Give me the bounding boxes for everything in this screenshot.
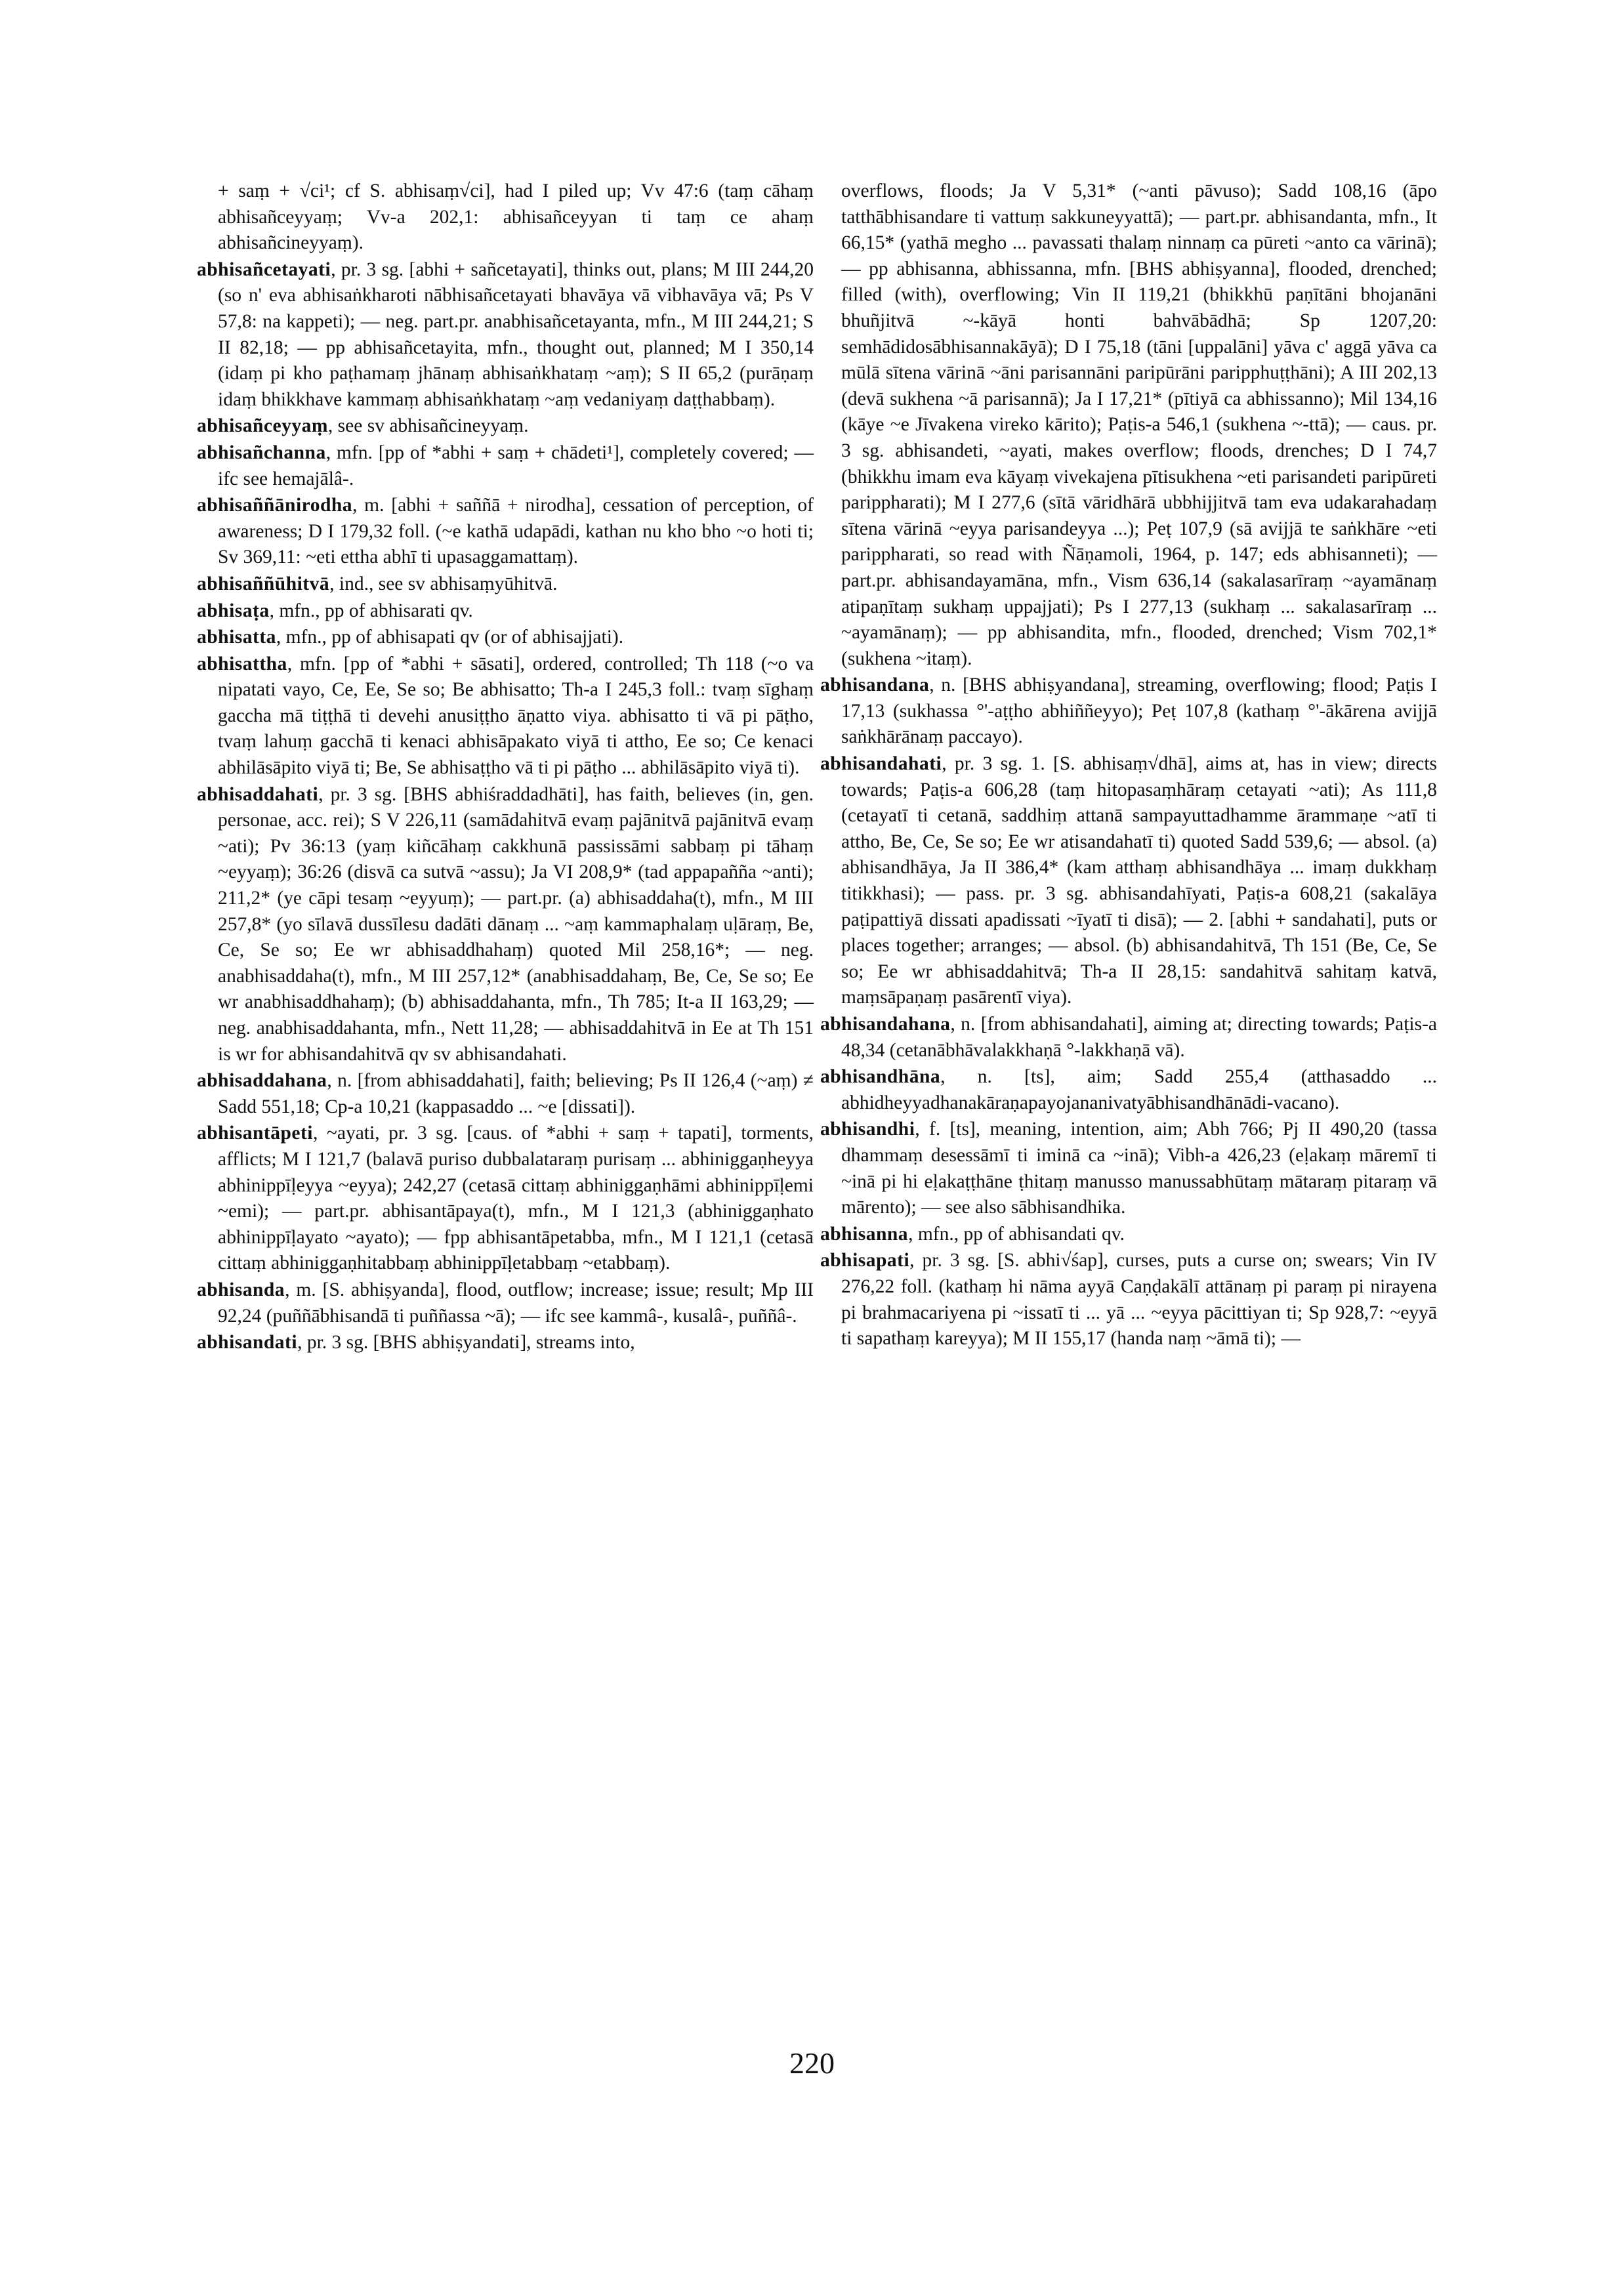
entry-text: , ~ayati, pr. 3 sg. [caus. of *abhi + saṃ + tapati], torments, afflicts; M I 121,7 (balavā puriso dubbalataraṃ purisaṃ ... abhiniggaṇheyya abhinippīḷeyya ~eyya); 242,27 (cetasā cittaṃ abhiniggaṇhāmi abhinippīḷemi ~emi); — part.pr. abhisantāpaya(t), mfn., M I 121,3 (abhiniggaṇhato abhinippīḷayato ~ayato); — fpp abhisantāpetabba, mfn., M I 121,1 (cetasā cittaṃ abhiniggaṇhitabbaṃ abhinippīḷetabbaṃ ~etabbaṃ). bbox=[218, 1123, 814, 1274]
left-column bbox=[197, 178, 814, 1357]
headword: abhisaddahana bbox=[197, 1070, 327, 1092]
entry-text: , m. [S. abhiṣyanda], flood, outflow; increase; issue; result; Mp III 92,24 (puññābhisandā ti puññassa ~ā); — ifc see kammâ-, kusalâ-, puññâ-. bbox=[218, 1279, 814, 1327]
entry bbox=[197, 257, 814, 413]
entry bbox=[197, 440, 814, 492]
entry bbox=[820, 1248, 1437, 1352]
entry bbox=[197, 782, 814, 1068]
entry-text: , n. [from abhisaddahati], faith; believing; Ps II 126,4 (~aṃ) ≠ Sadd 551,18; Cp-a 10,21 (kappasaddo ... ~e [dissati]). bbox=[218, 1070, 814, 1117]
headword: abhisaññūhitvā bbox=[197, 573, 330, 594]
headword: abhisaññānirodha bbox=[197, 495, 353, 516]
headword: abhisapati bbox=[820, 1250, 910, 1272]
entry bbox=[820, 1064, 1437, 1116]
headword: abhisatta bbox=[197, 627, 276, 648]
entry-text: , mfn., pp of abhisapati qv (or of abhisajjati). bbox=[276, 627, 624, 648]
entry bbox=[197, 1121, 814, 1277]
entry-text: , mfn., pp of abhisarati qv. bbox=[269, 600, 473, 621]
entry-text: , n. [from abhisandahati], aiming at; directing towards; Paṭis-a 48,34 (cetanābhāvalakkhaṇā °-lakkhaṇā vā). bbox=[841, 1014, 1437, 1061]
entry-text: , see sv abhisañcineyyaṃ. bbox=[327, 415, 529, 437]
entry bbox=[197, 178, 814, 257]
entry-text: , pr. 3 sg. [BHS abhiṣyandati], streams into, bbox=[297, 1332, 635, 1354]
entry bbox=[197, 651, 814, 781]
entry bbox=[197, 598, 814, 625]
entry-text: , mfn., pp of abhisandati qv. bbox=[908, 1223, 1125, 1245]
headword: abhisattha bbox=[197, 653, 287, 674]
headword: abhisañchanna bbox=[197, 442, 326, 463]
entry bbox=[197, 413, 814, 440]
headword: abhisandati bbox=[197, 1332, 298, 1354]
entry-text: , pr. 3 sg. [abhi + sañcetayati], thinks out, plans; M III 244,20 (so n' eva abhisaṅkharoti nābhisañcetayati bhavāya vā vibhavāya vā; Ps V 57,8: na kappeti); — neg. part.pr. anabhisañcetayanta, mfn., M III 244,21; S II 82,18; — pp abhisañcetayita, mfn., thought out, planned; M I 350,14 (idaṃ pi kho paṭhamaṃ jhānaṃ abhisaṅkhataṃ ~aṃ); S II 65,2 (purāṇaṃ idaṃ bhikkhave kammaṃ abhisaṅkhataṃ ~aṃ vedaniyaṃ daṭṭhabbaṃ). bbox=[218, 258, 814, 410]
entry-text: , n. [ts], aim; Sadd 255,4 (atthasaddo ... abhidheyyadhanakāraṇapayojananivatyābhisandhānādi-vacano). bbox=[841, 1066, 1437, 1113]
entry bbox=[820, 1222, 1437, 1248]
entry bbox=[197, 625, 814, 651]
entry bbox=[197, 1068, 814, 1120]
entry bbox=[820, 1117, 1437, 1220]
headword: abhisanna bbox=[820, 1223, 909, 1245]
entry-text: , ind., see sv abhisaṃyūhitvā. bbox=[329, 573, 558, 594]
entry-text: overflows, floods; Ja V 5,31* (~anti pāvuso); Sadd 108,16 (āpo tatthābhisandare ti vattuṃ sakkuneyyattā); — part.pr. abhisandanta, mfn., It 66,15* (yathā megho ... pavassati thalaṃ ninnaṃ ca pūreti ~anto ca vārinā); — pp abhisanna, abhissanna, mfn. [BHS abhiṣyanna], flooded, drenched; filled (with), overflowing; Vin II 119,21 (bhikkhū paṇītāni bhojanāni bhuñjitvā ~-kāyā honti bahvābādhā; Sp 1207,20: semhādidosābhisannakāyā); D I 75,18 (tāni [uppalāni] yāva c' aggā yāva ca mūlā sītena vārinā ~āni parisannāni paripūrāni paripphuṭṭhāni); A III 202,13 (devā sukhena ~ā parisannā); Ja I 17,21* (pītiyā ca abhissanno); Mil 134,16 (kāye ~e Jīvakena vireko kārito); Paṭis-a 546,1 (sukhena ~-ttā); — caus. pr. 3 sg. abhisandeti, ~ayati, makes overflow; floods, drenches; D I 74,7 (bhikkhu imam eva kāyaṃ vivekajena pītisukhena ~eti parisandeti paripūreti parippharati); M I 277,6 (sītā vāridhārā ubbhijjitvā tam eva udakarahadaṃ sītena vārinā ~eyya parisandeyya ...); Peṭ 107,9 (sā avijjā te saṅkhāre ~eti parippharati, so read with Ñāṇamoli, 1964, p. 147; eds abhisanneti); — part.pr. abhisandayamāna, mfn., Vism 636,14 (sakalasarīraṃ ~ayamānaṃ atipaṇītaṃ sukhaṃ uppajjati); Ps I 277,13 (sukhaṃ ... sakalasarīraṃ ... ~ayamānaṃ); — pp abhisandita, mfn., flooded, drenched; Vism 702,1* (sukhena ~itaṃ). bbox=[841, 180, 1437, 669]
headword: abhisañceyyaṃ bbox=[197, 415, 328, 437]
entry bbox=[820, 1012, 1437, 1064]
entry bbox=[820, 751, 1437, 1011]
entry-text: , pr. 3 sg. [S. abhi√śap], curses, puts a curse on; swears; Vin IV 276,22 foll. (kathaṃ hi nāma ayyā Caṇḍakālī attānaṃ pi paraṃ pi nirayena pi brahmacariyena pi ~issatī ti ... yā ... ~eyya pācittiyan ti; Sp 928,7: ~eyyā ti sapathaṃ kareyya); M II 155,17 (handa naṃ ~āmā ti); — bbox=[841, 1250, 1437, 1350]
headword: abhisaṭa bbox=[197, 600, 270, 621]
entry-text: , pr. 3 sg. [BHS abhiśraddadhāti], has faith, believes (in, gen. personae, acc. rei); S V 226,11 (samādahitvā evaṃ pajānitvā pajānitvā evaṃ ~ati); Pv 36:13 (yaṃ kiñcāhaṃ cakkhunā passissāmi sabbaṃ pi tāhaṃ ~eyyaṃ); 36:26 (disvā ca sutvā ~assu); Ja VI 208,9* (tad appapañña ~anti); 211,2* (ye cāpi tesaṃ ~eyyuṃ); — part.pr. (a) abhisaddaha(t), mfn., M III 257,8* (yo sīlavā dussīlesu dadāti dānaṃ ... ~aṃ kammaphalaṃ uḷāraṃ, Be, Ce, Se so; Ee wr abhisaddhahaṃ) quoted Mil 258,16*; — neg. anabhisaddaha(t), mfn., M III 257,12* (anabhisaddahaṃ, Be, Ce, Se so; Ee wr anabhisaddhahaṃ); (b) abhisaddahanta, mfn., Th 785; It-a II 163,29; — neg. anabhisaddahanta, mfn., Nett 11,28; — abhisaddahitvā in Ee at Th 151 is wr for abhisandahitvā qv sv abhisandahati. bbox=[218, 783, 814, 1065]
entry bbox=[820, 672, 1437, 751]
headword: abhisanda bbox=[197, 1279, 285, 1300]
entry-text: , mfn. [pp of *abhi + sāsati], ordered, controlled; Th 118 (~o va nipatati vayo, Ce, Ee, Se so; Be abhisatto; Th-a I 245,3 foll.: tvaṃ sīghaṃ gaccha mā tiṭṭhā ti devehi anusiṭṭho āṇatto viya. abhisatto ti vā pi pāṭho, tvaṃ lahuṃ gacchā ti kenaci abhisāpakato viyā ti attho, Ee so; Ce kenaci abhilāsāpito viyā ti; Be, Se abhisaṭṭho vā ti pi pāṭho ... abhilāsāpito viyā ti). bbox=[218, 653, 814, 779]
headword: abhisandana bbox=[820, 674, 930, 696]
headword: abhisaddahati bbox=[197, 783, 319, 805]
headword: abhisantāpeti bbox=[197, 1123, 313, 1144]
entry-text: , n. [BHS abhiṣyandana], streaming, overflowing; flood; Paṭis I 17,13 (sukhassa °'-aṭṭho abhiññeyyo); Peṭ 107,8 (kathaṃ °'-ākārena avijjā saṅkhārānaṃ paccayo). bbox=[841, 674, 1437, 748]
entry-text: , f. [ts], meaning, intention, aim; Abh 766; Pj II 490,20 (tassa dhammaṃ desessāmī ti iminā ca ~inā); Vibh-a 426,23 (eḷakaṃ māremī ti ~inā pi hi eḷakaṭṭhāne ṭhitaṃ manusso manussabhūtaṃ mātaraṃ pitaraṃ vā mārento); — see also sābhisandhika. bbox=[841, 1119, 1437, 1218]
entry-text: , m. [abhi + saññā + nirodha], cessation of perception, of awareness; D I 179,32 foll. (~e kathā udapādi, kathan nu kho bho ~o hoti ti; Sv 369,11: ~eti ettha abhī ti upasaggamattaṃ). bbox=[218, 495, 814, 568]
headword: abhisañcetayati bbox=[197, 258, 331, 280]
entry-text: , mfn. [pp of *abhi + saṃ + chādeti¹], completely covered; — ifc see hemajālâ-. bbox=[218, 442, 814, 489]
right-column bbox=[820, 178, 1437, 1353]
headword: abhisandahana bbox=[820, 1014, 951, 1035]
entry-text: + saṃ + √ci¹; cf S. abhisaṃ√ci], had I piled up; Vv 47:6 (taṃ cāhaṃ abhisañceyyaṃ; Vv-a 202,1: abhisañceyyan ti taṃ ce ahaṃ abhisañcineyyaṃ). bbox=[218, 180, 814, 254]
entry bbox=[197, 493, 814, 571]
entry-text: , pr. 3 sg. 1. [S. abhisaṃ√dhā], aims at, has in view; directs towards; Paṭis-a 606,28 (taṃ hitopasaṃhāraṃ cetayati ~ati); As 111,8 (cetayatī ti cetanā, saddhiṃ attanā sampayuttadhamme ārammaṇe ~atī ti attho, Be, Ce, Se so; Ee wr atisandahatī ti) quoted Sadd 539,6; — absol. (a) abhisandhāya, Ja II 386,4* (kam atthaṃ abhisandhāya ... imaṃ dukkhaṃ titikkhasi); — pass. pr. 3 sg. abhisandahīyati, Paṭis-a 608,21 (sakalāya paṭipattiyā dissati apadissati ~īyatī ti disā); — 2. [abhi + sandahati], puts or places together; arranges; — absol. (b) abhisandahitvā, Th 151 (Be, Ce, Se so; Ee wr abhisaddahitvā; Th-a II 28,15: sandahitvā sahitaṃ katvā, maṃsāpaṇaṃ pasārentī viya). bbox=[841, 753, 1437, 1008]
headword: abhisandhāna bbox=[820, 1066, 941, 1088]
entry bbox=[197, 1330, 814, 1356]
page-number: 220 bbox=[789, 2046, 835, 2080]
entry bbox=[197, 1277, 814, 1329]
headword: abhisandahati bbox=[820, 753, 942, 775]
entry bbox=[820, 178, 1437, 672]
headword: abhisandhi bbox=[820, 1119, 915, 1140]
entry bbox=[197, 571, 814, 598]
